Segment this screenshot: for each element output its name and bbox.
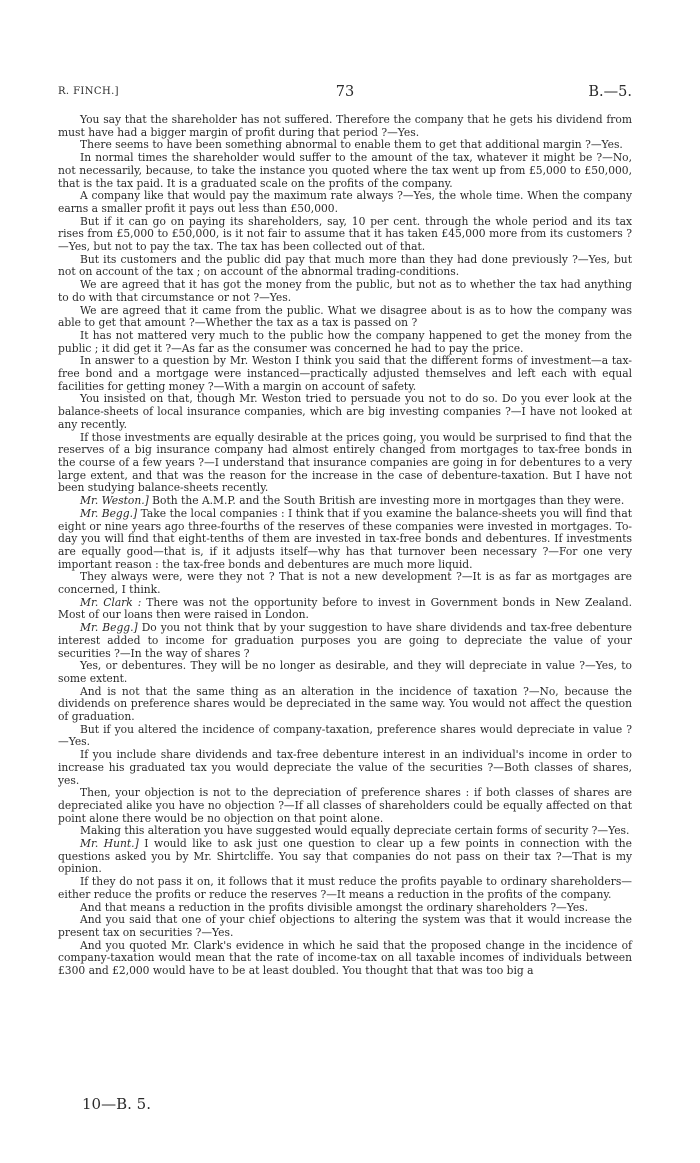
paragraph-text: And is not that the same thing as an alteration in the incidence of taxation ?—No, because the dividends on preference shares would be depreciated in the same way. You would not affect the question of graduation. — [58, 684, 632, 724]
body-paragraph — [58, 432, 632, 496]
paragraph-text: It has not mattered very much to the public how the company happened to get the money from the public ; it did get it ?—As far as the consumer was concerned he had to pay the price. — [58, 328, 632, 355]
body-paragraph — [58, 597, 632, 622]
paragraph-text: But its customers and the public did pay that much more than they had done previously ?—Yes, but not on account of the tax ; on account of the abnormal trading-conditions. — [58, 252, 632, 279]
speaker-label: Mr. Begg.] — [80, 621, 138, 635]
body-paragraph — [58, 114, 632, 139]
paragraph-text: You insisted on that, though Mr. Weston tried to persuade you not to do so. Do you ever look at the balance-sheets of local insurance companies, which are big investing companies ?—I have not looked at any recently. — [58, 392, 632, 431]
speaker-label: Mr. Hunt.] — [80, 837, 139, 851]
body-paragraph — [58, 940, 632, 978]
body-paragraph — [58, 914, 632, 939]
body-paragraph — [58, 190, 632, 215]
paragraph-text: They always were, were they not ? That is not a new development ?—It is as far as mortgages are concerned, I think. — [58, 570, 632, 597]
paragraph-text: Making this alteration you have suggested would equally depreciate certain forms of security ?—Yes. — [80, 824, 630, 838]
paragraph-text: Do you not think that by your suggestion to have share dividends and tax-free debenture interest added to income for graduation purposes you are going to depreciate the value of your securities ?—In the way of shares ? — [58, 621, 632, 660]
body-paragraph — [58, 279, 632, 304]
page-footer-signature: 10—B. 5. — [82, 1095, 151, 1113]
body-paragraph — [58, 216, 632, 254]
document-page — [58, 0, 632, 1163]
paragraph-text: In answer to a question by Mr. Weston I think you said that the different forms of investment—a tax-free bond and a mortgage were instanced—practically adjusted themselves and left each with equal facilities for getting money ?—With a margin on account of safety. — [58, 354, 632, 393]
body-paragraph — [58, 305, 632, 330]
page-header — [58, 84, 632, 104]
paragraph-text: We are agreed that it has got the money from the public, but not as to whether the tax had anything to do with that circumstance or not ?—Yes. — [58, 278, 632, 304]
body-paragraph — [58, 254, 632, 279]
paragraph-text: Then, your objection is not to the depreciation of preference shares : if both classes of shares are depreciated alike you have no objection ?—If all classes of shareholders could be equally affected on that point alone there would be no objection on that point alone. — [58, 786, 632, 825]
paragraph-text: But if it can go on paying its shareholders, say, 10 per cent. through the whole period and its tax rises from £5,000 to £50,000, is it not fair to assume that it has taken £45,000 more from its customers ?—Yes, but not to pay the tax. The tax has been collected out of that. — [58, 214, 632, 254]
document-reference: B.—5. — [588, 84, 632, 100]
paragraph-text: And you quoted Mr. Clark's evidence in which he said that the proposed change in the incidence of company-taxation would mean that the rate of income-tax on all taxable incomes of individuals between £300 and £2,000 would have to be at least doubled. You thought that that was too big a — [58, 938, 632, 978]
body-paragraph — [58, 152, 632, 190]
body-paragraph — [58, 686, 632, 724]
body-paragraph — [58, 571, 632, 596]
body-paragraph — [58, 355, 632, 393]
body-paragraph — [58, 876, 632, 901]
paragraph-text: If you include share dividends and tax-free debenture interest in an individual's income in order to increase his graduated tax you would depreciate the value of the securities ?—Both classes of shares, yes. — [58, 748, 632, 787]
body-paragraph — [58, 749, 632, 787]
body-paragraph — [58, 508, 632, 572]
paragraph-text: A company like that would pay the maximum rate always ?—Yes, the whole time. When the company earns a smaller profit it pays out less than £50,000. — [58, 189, 632, 215]
body-paragraph — [58, 724, 632, 749]
paragraph-text: And that means a reduction in the profits divisible amongst the ordinary shareholders ?—Yes. — [80, 900, 589, 914]
paragraph-text: There was not the opportunity before to invest in Government bonds in New Zealand. Most of our loans then were raised in London. — [58, 595, 632, 622]
page-body — [58, 114, 632, 978]
paragraph-text: But if you altered the incidence of company-taxation, preference shares would depreciate in value ?—Yes. — [58, 722, 632, 749]
body-paragraph — [58, 622, 632, 660]
page-number: 73 — [335, 84, 355, 100]
paragraph-text: If they do not pass it on, it follows that it must reduce the profits payable to ordinary shareholders—either reduce the profits or reduce the reserves ?—It means a reduction in the profits of the company. — [58, 875, 632, 901]
paragraph-text: If those investments are equally desirable at the prices going, you would be surprised to find that the reserves of a big insurance company had almost entirely changed from mortgages to tax-free bonds in the course of a few years ?—I understand that insurance companies are going in for debentures to a very large extent, and that was the reason for the increase in the case of debenture-taxation. But I have not been studying balance-sheets recently. — [58, 430, 632, 495]
paragraph-text: Take the local companies : I think that if you examine the balance-sheets you will find that eight or nine years ago three-fourths of the reserves of these companies were invested in mortgages. To-day you will find that eight-tenths of them are invested in tax-free bonds and debentures. If investments are equally good—that is, if it adjusts itself—why has that turnover been necessary ?—For one very important reason : the tax-free bonds and debentures are much more liquid. — [58, 506, 632, 571]
paragraph-text: Both the A.M.P. and the South British are investing more in mortgages than they were. — [148, 494, 625, 508]
speaker-label: Mr. Weston.] — [80, 494, 149, 508]
body-paragraph — [58, 787, 632, 825]
speaker-label: Mr. Begg.] — [80, 506, 138, 520]
paragraph-text: In normal times the shareholder would suffer to the amount of the tax, whatever it might be ?—No, not necessarily, because, to take the instance you quoted where the tax went up from £5,000 to £50,000, that is the tax paid. It is a graduated scale on the profits of the company. — [58, 151, 632, 190]
paragraph-text: You say that the shareholder has not suffered. Therefore the company that he gets his dividend from must have had a bigger margin of profit during that period ?—Yes. — [58, 113, 632, 139]
body-paragraph — [58, 330, 632, 355]
paragraph-text: I would like to ask just one question to clear up a few points in connection with the questions asked you by Mr. Shirtcliffe. You say that companies do not pass on their tax ?—That is my opinion. — [58, 837, 632, 876]
body-paragraph — [58, 393, 632, 431]
paragraph-text: We are agreed that it came from the public. What we disagree about is as to how the company was able to get that amount ?—Whether the tax as a tax is passed on ? — [58, 303, 632, 330]
body-paragraph — [58, 838, 632, 876]
speaker-label: Mr. Clark : — [80, 595, 142, 609]
paragraph-text: And you said that one of your chief objections to altering the system was that it would increase the present tax on securities ?—Yes. — [58, 913, 632, 939]
body-paragraph — [58, 660, 632, 685]
paragraph-text: There seems to have been something abnormal to enable them to get that additional margin ?—Yes. — [80, 138, 623, 152]
paragraph-text: Yes, or debentures. They will be no longer as desirable, and they will depreciate in value ?—Yes, to some extent. — [58, 659, 632, 685]
header-witness-name: R. FINCH.] — [58, 86, 119, 97]
